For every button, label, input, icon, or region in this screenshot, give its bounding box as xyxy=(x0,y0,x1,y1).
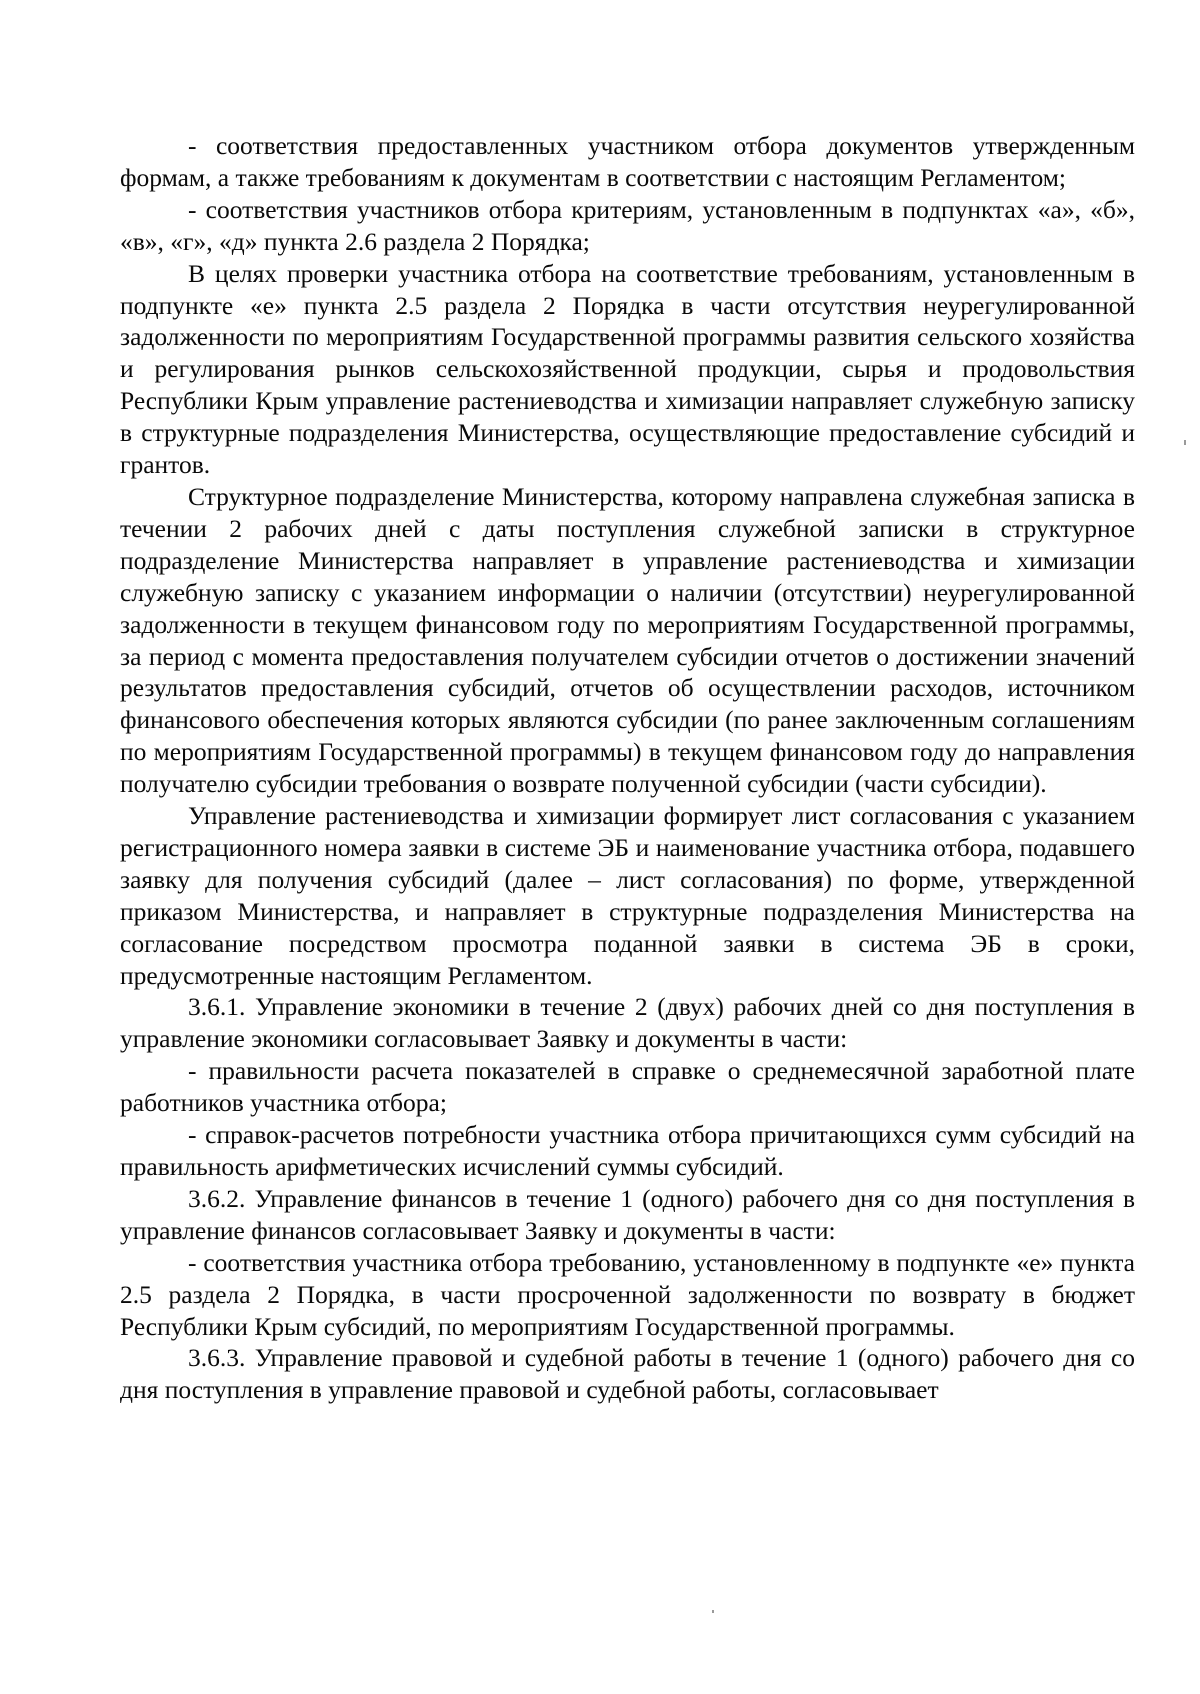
paragraph-list-item-documents: - соответствия предоставленных участником отбора документов утвержденным формам, а также требованиям к документам в соответствии с настоящим Регламентом; xyxy=(120,131,1135,192)
paragraph-list-item-salary: - правильности расчета показателей в справке о среднемесячной заработной плате работников участника отбора; xyxy=(120,1056,1135,1118)
scan-speck xyxy=(1184,440,1186,445)
paragraph-3-6-2: 3.6.2. Управление финансов в течение 1 (одного) рабочего дня со дня поступления в управление финансов согласовывает Заявку и документы в части: xyxy=(120,1183,1135,1245)
scan-speck xyxy=(712,1610,714,1613)
paragraph-list-item-budget-debt: - соответствия участника отбора требованию, установленному в подпункте «е» пункта 2.5 раздела 2 Порядка, в части просроченной задолженности по возврату в бюджет Республики Крым субсидий, по мероприятиям Государственной программы. xyxy=(120,1247,1135,1341)
paragraph-approval-sheet: Управление растениеводства и химизации формирует лист согласования с указанием регистрационного номера заявки в системе ЭБ и наименование участника отбора, подавшего заявку для получения субсидий (далее – лист согласования) по форме, утвержденной приказом Министерства, и направляет в структурные подразделения Министерства на согласование посредством просмотра поданной заявки в система ЭБ в сроки, предусмотренные настоящим Регламентом. xyxy=(120,801,1135,990)
document-page xyxy=(120,130,1135,1406)
paragraph-debt-check: В целях проверки участника отбора на соответствие требованиям, установленным в подпункте «е» пункта 2.5 раздела 2 Порядка в части отсутствия неурегулированной задолженности по мероприятиям Государственной программы развития сельского хозяйства и регулирования рынков сельскохозяйственной продукции, сырья и продовольствия Республики Крым управление растениеводства и химизации направляет служебную записку в структурные подразделения Министерства, осуществляющие предоставление субсидий и грантов. xyxy=(120,258,1135,480)
paragraph-structural-unit: Структурное подразделение Министерства, которому направлена служебная записка в течении 2 рабочих дней с даты поступления служебной записки в структурное подразделение Министерства направляет в управление растениеводства и химизации служебную записку с указанием информации о наличии (отсутствии) неурегулированной задолженности в текущем финансовом году по мероприятиям Государственной программы, за период с момента предоставления получателем субсидии отчетов о достижении значений результатов предоставления субсидий, отчетов об осуществлении расходов, источником финансового обеспечения которых являются субсидии (по ранее заключенным соглашениям по мероприятиям Государственной программы) в текущем финансовом году до направления получателю субсидии требования о возврате полученной субсидии (части субсидии). xyxy=(120,481,1135,799)
paragraph-list-item-criteria: - соответствия участников отбора критериям, установленным в подпунктах «а», «б», «в», «г», «д» пункта 2.6 раздела 2 Порядка; xyxy=(120,194,1135,256)
paragraph-3-6-1: 3.6.1. Управление экономики в течение 2 (двух) рабочих дней со дня поступления в управление экономики согласовывает Заявку и документы в части: xyxy=(120,992,1135,1054)
paragraph-list-item-calculations: - справок-расчетов потребности участника отбора причитающихся сумм субсидий на правильность арифметических исчислений суммы субсидий. xyxy=(120,1120,1135,1181)
paragraph-3-6-3: 3.6.3. Управление правовой и судебной работы в течение 1 (одного) рабочего дня со дня поступления в управление правовой и судебной работы, согласовывает xyxy=(120,1343,1135,1405)
